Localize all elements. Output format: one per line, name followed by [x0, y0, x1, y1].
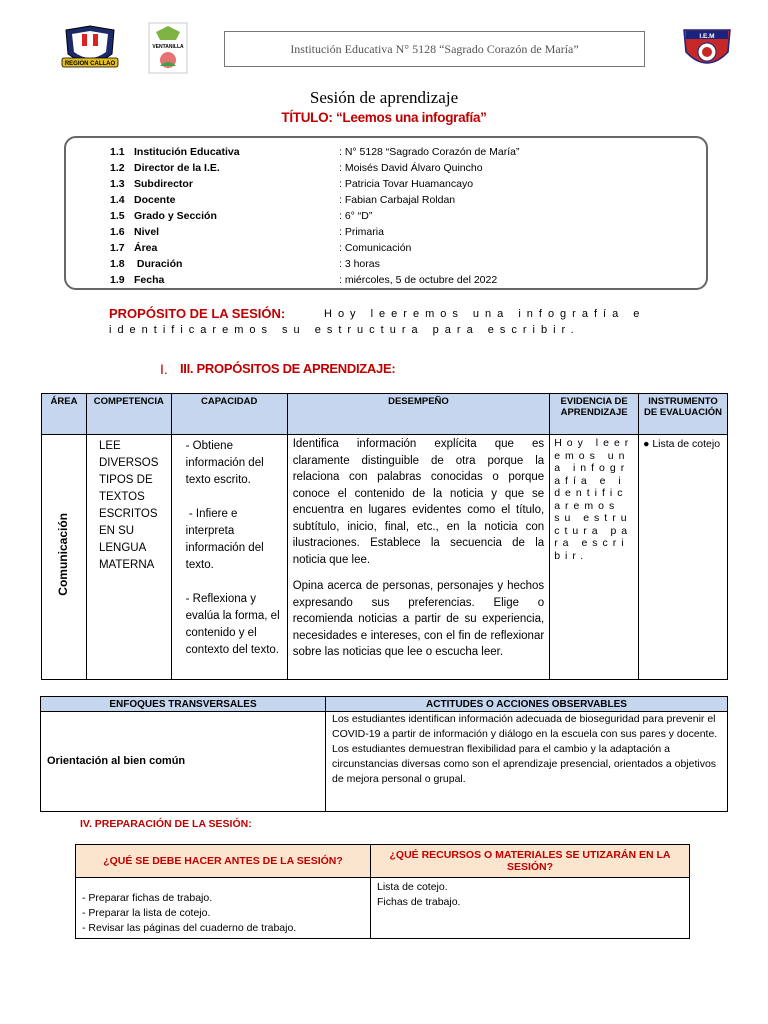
instrumento-value: Lista de cotejo [652, 438, 721, 450]
competencia-value: LEE DIVERSOS TIPOS DE TEXTOS ESCRITOS EN SU LENGUA MATERNA [98, 440, 159, 571]
header-competencia: COMPETENCIA [86, 394, 171, 435]
info-label: 1.6 [110, 226, 125, 238]
learning-purposes-table [41, 393, 728, 680]
info-label: 1.3 [110, 178, 125, 190]
info-label: Grado y Sección [134, 210, 217, 222]
general-info-box [64, 136, 708, 290]
info-value: : 6° “D” [339, 210, 373, 222]
actitud-item: Los estudiantes identifican información adecuada de bioseguridad para prevenir el COVID-19 a partir de información y diálogo en la escuela con sus pares y docente. [332, 713, 718, 740]
enfoque-cell [41, 712, 326, 812]
evidencia-value: Hoy leeremos una infografía e identificaremos su estructura para escribir. [554, 437, 634, 562]
info-label: 1.9 [110, 274, 125, 286]
antes-item: - Revisar las páginas del cuaderno de trabajo. [82, 922, 297, 934]
info-label: Fecha [134, 274, 165, 286]
info-value: : Comunicación [339, 242, 412, 254]
desempeno-cell [287, 435, 549, 680]
info-label: Docente [134, 194, 176, 206]
info-label: 1.5 [110, 210, 125, 222]
desempeno-paragraph: Identifica información explícita que es claramente distinguible de otra porque la relaciona con palabras conocidas o porque conoce el contenido de la noticia y que se encuentra en lugares evidentes como el título, subtítulo, inicio, final, etc., en la noticia con ilustraciones. Establece la secuencia de la noticia que lee. [292, 438, 545, 566]
info-label: 1.2 [110, 162, 125, 174]
svg-text:VENTANILLA: VENTANILLA [152, 44, 184, 50]
actitudes-cell [326, 712, 728, 812]
antes-item: - Preparar fichas de trabajo. [82, 892, 213, 904]
institution-name: Institución Educativa N° 5128 “Sagrado Corazón de María” [290, 41, 579, 56]
capacidad-item: - Reflexiona y evalúa la forma, el contenido y el contexto del texto. [185, 593, 283, 656]
instrumento-cell [639, 435, 728, 680]
info-value: : 3 horas [339, 258, 380, 270]
purpose-text-line1: Hoy leeremos una infografía e [324, 308, 646, 320]
section-title-preparation: IV. PREPARACIÓN DE LA SESIÓN: [80, 818, 252, 830]
info-value: : N° 5128 “Sagrado Corazón de María” [339, 146, 520, 158]
header-capacidad: CAPACIDAD [171, 394, 287, 435]
info-label: Subdirector [134, 178, 193, 190]
antes-item: - Preparar la lista de cotejo. [82, 907, 211, 919]
info-label: Institución Educativa [134, 146, 240, 158]
desempeno-paragraph: Opina acerca de personas, personajes y hechos expresando sus preferencias. Elige o recomienda noticias a partir de su experiencia, necesidades e intereses, con el fin de reflexionar sobre las noticias que lee o escucha leer. [292, 580, 545, 658]
info-label: Director de la I.E. [134, 162, 220, 174]
header-area: ÁREA [42, 394, 87, 435]
svg-text:REGION CALLAO: REGION CALLAO [64, 61, 116, 67]
institution-banner [224, 31, 645, 67]
bullet-icon: ● [643, 438, 653, 450]
info-value: : miércoles, 5 de octubre del 2022 [339, 274, 498, 286]
recurso-item: Lista de cotejo. [377, 881, 448, 893]
header-recursos: ¿QUÉ RECURSOS O MATERIALES SE UTIZARÁN EN LA SESIÓN? [371, 845, 690, 878]
enfoque-value: Orientación al bien común [47, 755, 186, 767]
info-value: : Primaria [339, 226, 384, 238]
info-value: : Fabian Carbajal Roldan [339, 194, 456, 206]
capacidad-item: - Obtiene información del texto escrito. [185, 440, 267, 486]
header-desempeno: DESEMPEÑO [287, 394, 549, 435]
header-enfoques: ENFOQUES TRANSVERSALES [41, 697, 326, 712]
section-title-learning-purposes: III. PROPÓSITOS DE APRENDIZAJE: [180, 361, 396, 376]
recursos-cell [371, 878, 690, 939]
transversal-approaches-table [40, 696, 728, 812]
header-antes: ¿QUÉ SE DEBE HACER ANTES DE LA SESIÓN? [76, 845, 371, 878]
area-cell [42, 435, 87, 680]
region-callao-logo [58, 24, 122, 74]
purpose-text-line2: identificaremos su estructura para escribir. [109, 324, 580, 336]
header-actitudes: ACTITUDES O ACCIONES OBSERVABLES [326, 697, 728, 712]
info-label: Duración [134, 258, 183, 270]
area-value: Comunicación [56, 512, 71, 596]
info-label: 1.7 [110, 242, 125, 254]
section-number: I. [160, 361, 168, 377]
capacidad-cell [171, 435, 287, 680]
info-label: 1.4 [110, 194, 125, 206]
iem-school-logo [680, 26, 734, 74]
info-label: Área [134, 242, 158, 254]
actitud-item: Los estudiantes demuestran flexibilidad para el cambio y la adaptación a circunstancias diversas como son el aprendizaje presencial, orientados a objetivos de mejora personal o grupal. [332, 743, 717, 785]
antes-cell [76, 878, 371, 939]
session-title: Sesión de aprendizaje [309, 88, 459, 107]
info-label: 1.8 [110, 258, 125, 270]
evidencia-cell [550, 435, 639, 680]
header-instrumento: INSTRUMENTO DE EVALUACIÓN [639, 394, 728, 435]
recurso-item: Fichas de trabajo. [377, 896, 461, 908]
purpose-label: PROPÓSITO DE LA SESIÓN: [109, 306, 286, 321]
header-evidencia: EVIDENCIA DE APRENDIZAJE [550, 394, 639, 435]
info-label: 1.1 [110, 146, 125, 158]
ugel-ventanilla-logo [148, 22, 188, 74]
session-preparation-table [75, 844, 690, 939]
info-value: : Moisés David Álvaro Quincho [339, 162, 483, 174]
lesson-title: TÍTULO: “Leemos una infografía” [281, 110, 487, 125]
svg-text:I.E.M: I.E.M [699, 33, 715, 40]
info-label: Nivel [134, 226, 160, 238]
info-value: : Patricia Tovar Huamancayo [339, 178, 474, 190]
capacidad-item: - Infiere e interpreta información del texto. [185, 508, 267, 571]
competencia-cell [86, 435, 171, 680]
